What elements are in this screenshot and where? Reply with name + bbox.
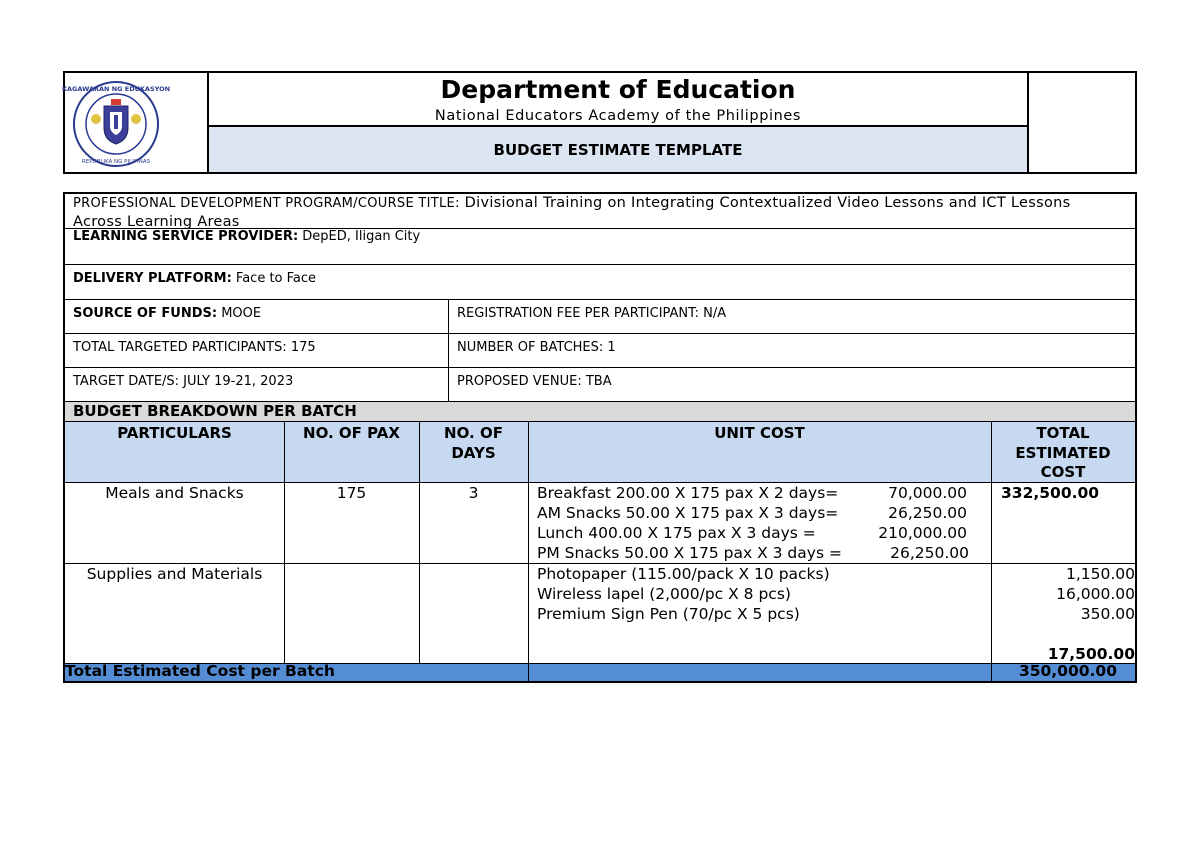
col-total [991,424,1135,483]
col-total-line2: ESTIMATED [1015,443,1111,462]
column-divider [528,664,529,681]
unit-cost-desc: Wireless lapel (2,000/pc X 8 pcs) [537,585,791,603]
platform-label: DELIVERY PLATFORM: [73,271,232,286]
col-days-line1: NO. OF [444,424,503,442]
template-band [209,125,1027,172]
fee-text: REGISTRATION FEE PER PARTICIPANT: N/A [457,306,727,321]
col-total-line3: COST [1040,463,1086,481]
unit-cost-amount: 26,250.00 [890,544,969,562]
row-divider [448,300,449,333]
unit-cost-desc: Lunch 400.00 X 175 pax X 3 days = [537,524,816,542]
col-particulars: PARTICULARS [117,424,232,442]
column-divider [991,664,992,681]
participants-row [65,334,1135,368]
unit-cost-line [537,483,987,503]
unit-cost-amount: 210,000.00 [878,524,967,542]
meals-unit-costs [537,483,987,563]
unit-cost-amount: 26,250.00 [888,504,967,522]
program-title-value: Divisional Training on Integrating Contextualized Video Lessons and ICT Lessons Across Learning Areas [73,195,1071,230]
program-title-label: PROFESSIONAL DEVELOPMENT PROGRAM/COURSE TITLE: [73,196,460,211]
meals-total-cell [991,483,1135,503]
meals-row [65,482,1135,564]
budget-estimate-table [63,192,1137,683]
deped-seal-cell [61,73,209,172]
platform-value: Face to Face [235,271,317,286]
supplies-particular: Supplies and Materials [86,565,263,583]
supplies-total: 17,500.00 [1047,645,1135,663]
row-divider [448,368,449,401]
platform-row [65,265,1135,300]
unit-cost-amount: 70,000.00 [888,484,967,502]
header-empty-cell [1029,73,1135,172]
supplies-amounts [991,564,1153,664]
col-total-line1: TOTAL [1036,424,1090,442]
seal-text-top: KAGAWARAN NG EDUKASYON [61,85,171,93]
col-days [419,424,528,463]
unit-cost-desc: Breakfast 200.00 X 175 pax X 2 days= [537,484,839,502]
funds-value: MOOE [221,306,262,321]
grand-total-row [65,663,1135,681]
deped-seal-logo [61,79,171,169]
lsp-row [65,229,1135,265]
batches-text: NUMBER OF BATCHES: 1 [457,340,616,355]
program-title-text [73,194,1115,231]
academy-subtitle: National Educators Academy of the Philippines [434,108,802,124]
lsp-text [73,229,420,244]
dates-text: TARGET DATE/S: JULY 19-21, 2023 [73,374,294,389]
participants-text: TOTAL TARGETED PARTICIPANTS: 175 [73,340,316,355]
unit-cost-line [537,604,987,624]
supplies-amount: 16,000.00 [1056,585,1135,603]
lsp-value: DepED, Iligan City [302,229,421,244]
template-title: BUDGET ESTIMATE TEMPLATE [493,141,743,159]
spacer [991,624,1135,644]
unit-cost-line [537,503,987,523]
seal-text-bottom: REPUBLIKA NG PILIPINAS [81,159,151,165]
breakdown-section-title: BUDGET BREAKDOWN PER BATCH [73,402,357,420]
breakdown-column-header [65,422,1135,483]
lsp-label: LEARNING SERVICE PROVIDER: [73,229,299,244]
header-title-cell [209,73,1029,172]
funds-row [65,300,1135,334]
unit-cost-desc: Premium Sign Pen (70/pc X 5 pcs) [537,605,800,623]
funds-label: SOURCE OF FUNDS: [73,306,218,321]
meals-total: 332,500.00 [1001,484,1100,502]
meals-particular: Meals and Snacks [105,484,244,502]
unit-cost-line [537,523,987,543]
unit-cost-desc: AM Snacks 50.00 X 175 pax X 3 days= [537,504,839,522]
unit-cost-line [537,543,987,563]
meals-pax: 175 [336,484,367,502]
unit-cost-line [537,564,987,584]
dates-row [65,368,1135,402]
col-pax: NO. OF PAX [303,424,400,442]
grand-total-label: Total Estimated Cost per Batch [65,662,335,680]
supplies-unit-costs [537,564,987,624]
supplies-amount: 350.00 [1080,605,1135,623]
col-days-line2: DAYS [451,443,496,462]
grand-total-amount: 350,000.00 [1018,662,1117,680]
funds-text [73,306,261,321]
unit-cost-desc: Photopaper (115.00/pack X 10 packs) [537,565,830,583]
document-header [63,71,1137,174]
row-divider [448,334,449,367]
col-unit-cost: UNIT COST [714,424,805,442]
meals-days: 3 [468,484,479,502]
department-title: Department of Education [440,75,796,104]
unit-cost-desc: PM Snacks 50.00 X 175 pax X 3 days = [537,544,842,562]
unit-cost-line [537,584,987,604]
breakdown-section-header [65,402,1135,422]
venue-text: PROPOSED VENUE: TBA [457,374,612,389]
supplies-amount: 1,150.00 [1065,565,1135,583]
program-title-row [65,194,1135,229]
platform-text [73,271,316,286]
supplies-row [65,563,1135,663]
